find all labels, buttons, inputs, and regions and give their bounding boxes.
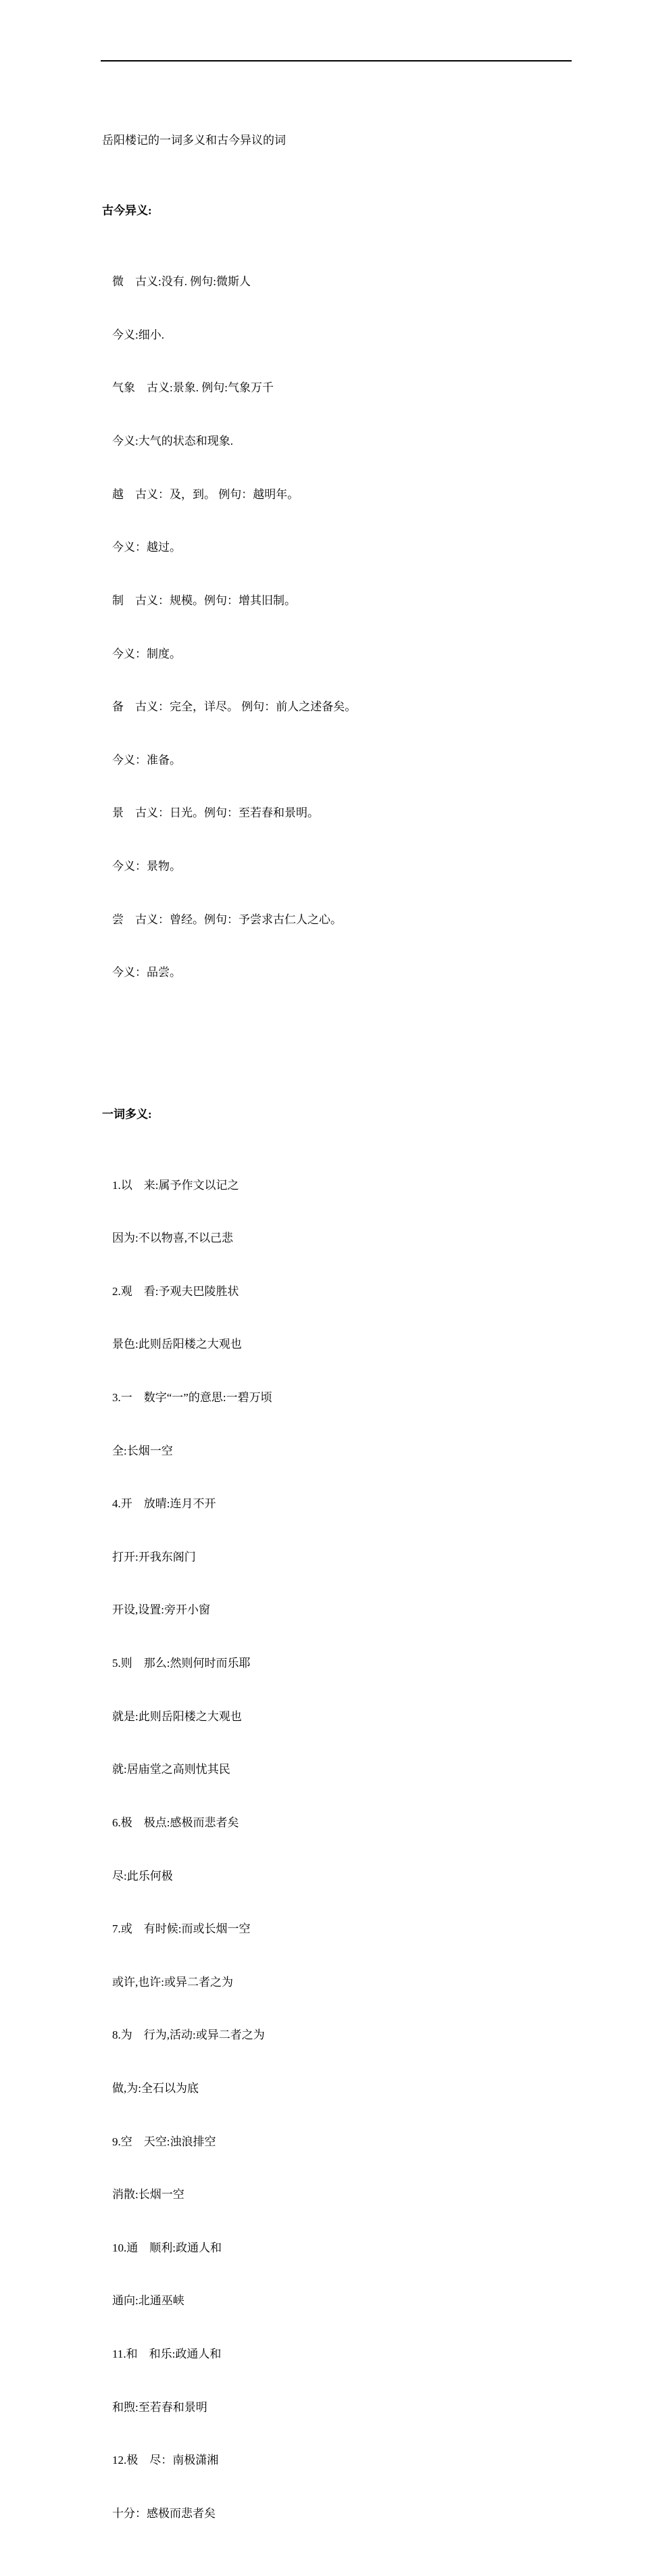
header-rule: [101, 60, 572, 62]
text-line: 做,为:全石以为底: [112, 2081, 199, 2095]
document-content: [102, 78, 616, 2576]
text-line: 就:居庙堂之高则忧其民: [112, 1763, 230, 1776]
text-line: 3.一 数字“一”的意思:一碧万顷: [112, 1391, 272, 1405]
section-spacer: [102, 1035, 616, 1052]
text-line: 10.通 顺利:政通人和: [112, 2241, 222, 2254]
text-line: 制 古义：规模。例句：增其旧制。: [112, 593, 296, 607]
text-line: 和煦:至若春和景明: [112, 2400, 207, 2414]
text-line: 11.和 和乐:政通人和: [112, 2347, 222, 2360]
text-line: 备 古义：完全，详尽。 例句：前人之述备矣。: [112, 700, 357, 714]
text-line: 或许,也许:或异二者之为: [112, 1975, 233, 1989]
section-heading-gujinyiyi: 古今异义:: [102, 204, 152, 218]
text-line: 4.开 放晴:连月不开: [112, 1497, 216, 1511]
text-line: 景 古义：日光。例句：至若春和景明。: [112, 806, 319, 820]
document-title: 岳阳楼记的一词多义和古今异议的词: [102, 133, 286, 147]
text-line: 今义:大气的状态和现象.: [112, 435, 233, 448]
text-line: 景色:此则岳阳楼之大观也: [112, 1338, 242, 1351]
text-line: 通向:北通巫峡: [112, 2294, 184, 2308]
text-line: 气象 古义:景象. 例句:气象万千: [112, 381, 274, 395]
text-line: 9.空 天空:浊浪排空: [112, 2135, 216, 2148]
text-line: 今义：制度。: [112, 647, 181, 660]
text-line: 微 古义:没有. 例句:微斯人: [112, 275, 251, 289]
text-line: 消散:长烟一空: [112, 2188, 184, 2202]
text-line: 1.以 来:属予作文以记之: [112, 1178, 239, 1192]
text-line: 因为:不以物喜,不以己悲: [112, 1232, 233, 1245]
section-heading-yiciduoyi: 一词多义:: [102, 1107, 152, 1121]
text-line: 8.为 行为,活动:或异二者之为: [112, 2028, 265, 2042]
text-line: 7.或 有时候:而或长烟一空: [112, 1922, 251, 1936]
text-line: 十分：感极而悲者矣: [112, 2506, 216, 2520]
text-line: 今义：准备。: [112, 753, 181, 767]
text-line: 就是:此则岳阳楼之大观也: [112, 1709, 242, 1723]
text-line: 全:长烟一空: [112, 1444, 173, 1457]
text-line: 越 古义：及，到。 例句：越明年。: [112, 487, 299, 501]
text-line: 今义:细小.: [112, 328, 164, 341]
text-line: 尝 古义：曾经。例句：予尝求古仁人之心。: [112, 913, 342, 926]
text-line: 今义：越过。: [112, 541, 181, 554]
text-line: 开设,设置:旁开小窗: [112, 1603, 210, 1617]
text-line: 5.则 那么:然则何时而乐耶: [112, 1657, 251, 1670]
text-line: 打开:开我东阁门: [112, 1550, 196, 1563]
text-line: 2.观 看:予观夫巴陵胜状: [112, 1284, 239, 1298]
text-line: 今义：景物。: [112, 859, 181, 873]
text-line: 12.极 尽：南极潇湘: [112, 2454, 219, 2467]
text-line: 6.极 极点:感极而悲者矣: [112, 1816, 239, 1829]
text-line: 今义：品尝。: [112, 966, 181, 979]
text-line: 尽:此乐何极: [112, 1869, 173, 1882]
